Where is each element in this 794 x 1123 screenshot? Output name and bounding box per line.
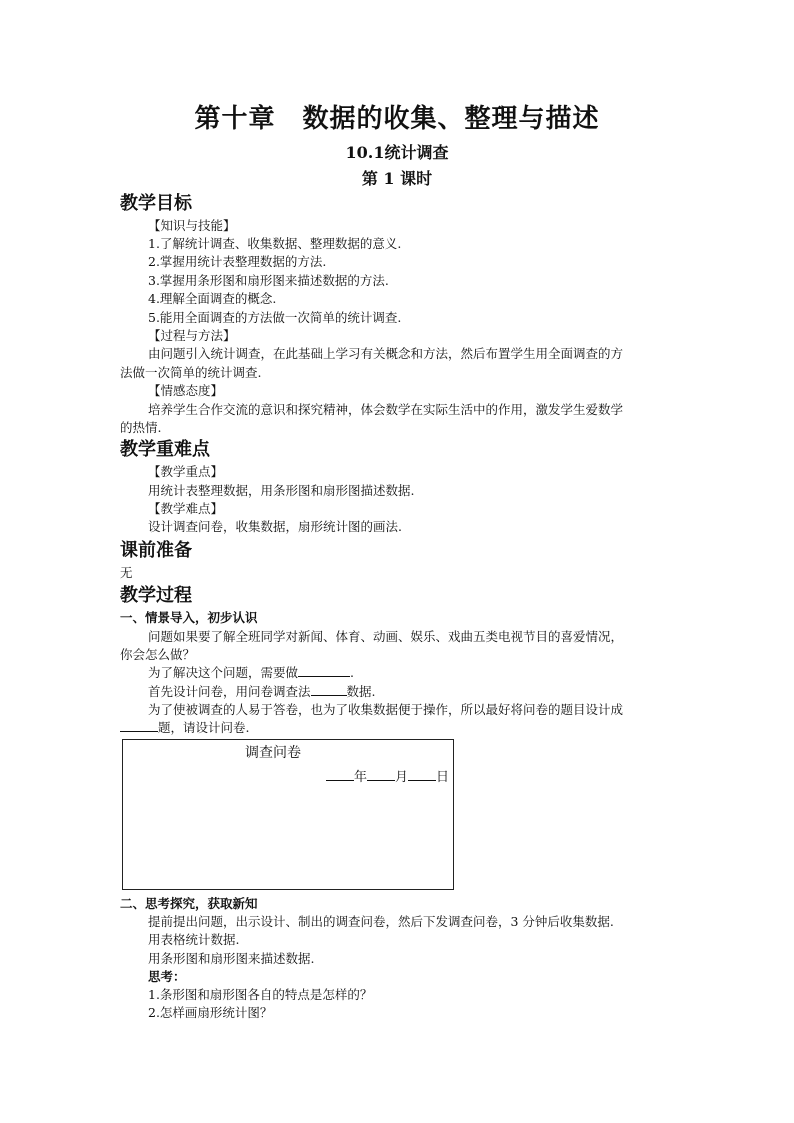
answer-blank	[311, 683, 347, 696]
difficulty-label: 【教学难点】	[148, 501, 224, 516]
year-label: 年	[353, 770, 367, 785]
preparation-heading: 课前准备	[120, 540, 192, 561]
part2-title: 二、思考探究，获取新知	[120, 896, 258, 911]
section-title: 10.1统计调查	[345, 143, 449, 162]
survey-date	[326, 766, 449, 785]
difficulty-text: 设计调查问卷，收集数据，扇形统计图的画法.	[148, 519, 402, 534]
part1-text: 为了使被调查的人易于答卷，也为了收集数据便于操作，所以最好将问卷的题目设计成	[148, 702, 624, 717]
think-question: 1.条形图和扇形图各自的特点是怎样的？	[148, 987, 373, 1002]
knowledge-item: 3.掌握用条形图和扇形图来描述数据的方法.	[148, 273, 389, 288]
attitude-text: 培养学生合作交流的意识和探究精神，体会数学在实际生活中的作用，激发学生爱数学	[148, 402, 624, 417]
part2-text: 提前提出问题，出示设计、制出的调查问卷，然后下发调查问卷，3 分钟后收集数据.	[148, 914, 614, 929]
part1-text: 问题如果要了解全班同学对新闻、体育、动画、娱乐、戏曲五类电视节目的喜爱情况，	[148, 629, 624, 644]
think-label: 思考：	[148, 969, 186, 984]
part1-text: .	[350, 665, 354, 680]
knowledge-item: 5.能用全面调查的方法做一次简单的统计调查.	[148, 310, 402, 325]
think-question: 2.怎样画扇形统计图？	[148, 1005, 273, 1020]
attitude-text: 的热情.	[120, 420, 162, 435]
year-blank	[326, 768, 354, 781]
part1-text: 为了解决这个问题，需要做	[148, 665, 299, 680]
focus-text: 用统计表整理数据，用条形图和扇形图描述数据.	[148, 483, 415, 498]
answer-blank	[298, 664, 350, 677]
month-blank	[367, 768, 395, 781]
key-points-heading: 教学重难点	[120, 439, 210, 460]
goals-heading: 教学目标	[120, 193, 192, 214]
chapter-title: 第十章 数据的收集、整理与描述	[194, 104, 600, 134]
survey-form-box	[122, 739, 454, 890]
part2-text: 用条形图和扇形图来描述数据.	[148, 951, 315, 966]
part1-question-3	[120, 719, 249, 737]
knowledge-label: 【知识与技能】	[148, 218, 236, 233]
focus-label: 【教学重点】	[148, 464, 224, 479]
part1-text: 你会怎么做？	[120, 647, 196, 662]
answer-blank	[120, 719, 158, 732]
day-label: 日	[435, 770, 449, 785]
part1-question-2	[148, 683, 376, 701]
knowledge-item: 1.了解统计调查、收集数据、整理数据的意义.	[148, 236, 402, 251]
survey-title: 调查问卷	[245, 745, 301, 761]
attitude-label: 【情感态度】	[148, 383, 224, 398]
knowledge-item: 2.掌握用统计表整理数据的方法.	[148, 254, 327, 269]
part2-text: 用表格统计数据.	[148, 932, 240, 947]
process-label: 【过程与方法】	[148, 328, 236, 343]
part1-text: 题，请设计问卷.	[158, 720, 250, 735]
month-label: 月	[394, 770, 408, 785]
process-text: 由问题引入统计调查，在此基础上学习有关概念和方法，然后布置学生用全面调查的方	[148, 346, 624, 361]
part1-text: 数据.	[346, 684, 376, 699]
preparation-text: 无	[120, 565, 133, 580]
day-blank	[408, 768, 436, 781]
part1-title: 一、情景导入，初步认识	[120, 610, 258, 625]
process-text: 法做一次简单的统计调查.	[120, 365, 262, 380]
part1-text: 首先设计问卷，用问卷调查法	[148, 684, 311, 699]
knowledge-item: 4.理解全面调查的概念.	[148, 291, 277, 306]
part1-question-1	[148, 664, 354, 682]
process-heading: 教学过程	[120, 585, 192, 606]
lesson-title: 第 1 课时	[361, 169, 433, 188]
